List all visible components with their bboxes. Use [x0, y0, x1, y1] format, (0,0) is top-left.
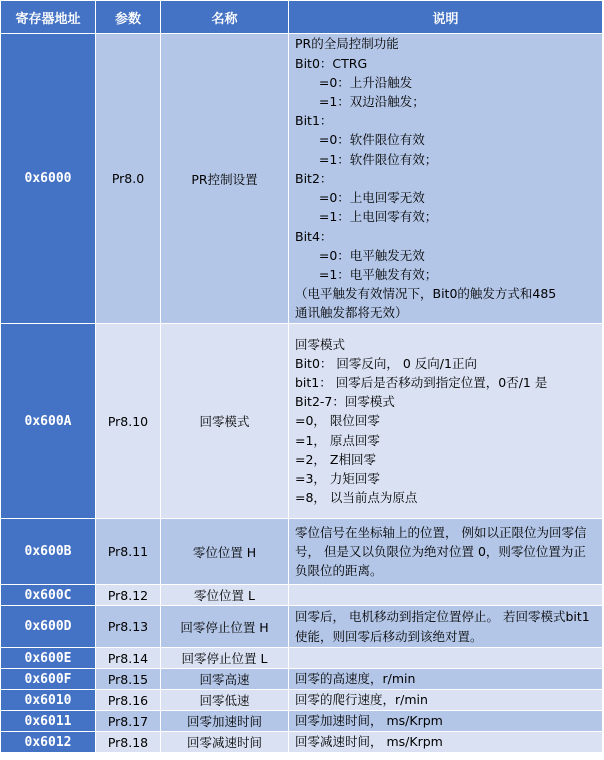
- table-row: [1, 732, 603, 753]
- desc-line: Bit2：: [295, 170, 333, 186]
- table-row: [1, 648, 603, 669]
- register-address: 0x600E: [1, 648, 96, 669]
- param-description: 回零的爬行速度，r/min: [289, 690, 603, 711]
- param-code: Pr8.18: [96, 732, 161, 753]
- desc-line: （电平触发有效情况下，Bit0的触发方式和485: [295, 286, 557, 302]
- param-name: 回零高速: [161, 669, 289, 690]
- register-address: 0x6000: [1, 34, 96, 324]
- header-address: 寄存器地址: [1, 1, 96, 34]
- register-address: 0x600D: [1, 606, 96, 648]
- param-description: [289, 34, 603, 324]
- desc-line: 回零模式: [295, 336, 346, 352]
- param-description: [289, 648, 603, 669]
- desc-line: bit1： 回零后是否移动到指定位置，0否/1 是: [295, 374, 548, 390]
- param-code: Pr8.0: [96, 34, 161, 324]
- param-code: Pr8.10: [96, 324, 161, 519]
- param-name: 回零低速: [161, 690, 289, 711]
- param-code: Pr8.17: [96, 711, 161, 732]
- table-row: [1, 324, 603, 519]
- param-code: Pr8.16: [96, 690, 161, 711]
- desc-text: 回零后， 电机移动到指定位置停止。 若回零模式bit1使能，则回零后移动到该绝对置。: [295, 609, 590, 644]
- table-row: [1, 690, 603, 711]
- table-row: [1, 519, 603, 585]
- register-address: 0x600C: [1, 585, 96, 606]
- param-description: [289, 606, 603, 648]
- register-address: 0x600A: [1, 324, 96, 519]
- register-address: 0x6012: [1, 732, 96, 753]
- param-name: 回零停止位置 L: [161, 648, 289, 669]
- table-row: [1, 711, 603, 732]
- param-name: 零位位置 L: [161, 585, 289, 606]
- desc-line: Bit2-7：回零模式: [295, 394, 395, 410]
- table-row: [1, 34, 603, 324]
- desc-line: Bit4：: [295, 228, 333, 244]
- register-address: 0x600B: [1, 519, 96, 585]
- desc-line: =0：电平触发无效: [295, 247, 425, 263]
- desc-line: =0：上升沿触发: [295, 74, 413, 90]
- desc-line: =1：软件限位有效；: [295, 151, 438, 167]
- desc-line: 通讯触发都将无效）: [295, 305, 408, 321]
- param-name: 回零模式: [161, 324, 289, 519]
- param-description: [289, 324, 603, 519]
- header-desc: 说明: [289, 1, 603, 34]
- param-code: Pr8.12: [96, 585, 161, 606]
- param-code: Pr8.11: [96, 519, 161, 585]
- header-param: 参数: [96, 1, 161, 34]
- param-code: Pr8.14: [96, 648, 161, 669]
- param-name: 零位位置 H: [161, 519, 289, 585]
- desc-line: =8， 以当前点为原点: [295, 490, 418, 506]
- param-code: Pr8.13: [96, 606, 161, 648]
- register-address: 0x600F: [1, 669, 96, 690]
- desc-text: 零位信号在坐标轴上的位置， 例如以正限位为回零信号， 但是又以负限位为绝对位置 0，则零位位置为正负限位的距离。: [295, 524, 587, 579]
- desc-line: =1：电平触发有效；: [295, 266, 438, 282]
- header-name: 名称: [161, 1, 289, 34]
- desc-line: =0：软件限位有效: [295, 132, 425, 148]
- table-row: [1, 606, 603, 648]
- desc-line: =0， 限位回零: [295, 413, 380, 429]
- register-address: 0x6010: [1, 690, 96, 711]
- desc-line: =1， 原点回零: [295, 432, 380, 448]
- desc-line: Bit0：CTRG: [295, 55, 368, 71]
- header-row: [1, 1, 603, 34]
- desc-line: =3， 力矩回零: [295, 471, 380, 486]
- param-description: 回零加速时间， ms/Krpm: [289, 711, 603, 732]
- param-name: PR控制设置: [161, 34, 289, 324]
- table-row: [1, 669, 603, 690]
- register-address: 0x6011: [1, 711, 96, 732]
- param-description: 回零的高速度，r/min: [289, 669, 603, 690]
- param-description: [289, 585, 603, 606]
- desc-line: Bit0： 回零反向， 0 反向/1正向: [295, 355, 477, 371]
- param-name: 回零停止位置 H: [161, 606, 289, 648]
- desc-line: =0：上电回零无效: [295, 190, 425, 206]
- desc-line: =2， Z相回零: [295, 451, 376, 467]
- desc-line: =1：双边沿触发；: [295, 94, 425, 110]
- table-row: [1, 585, 603, 606]
- param-description: 回零减速时间， ms/Krpm: [289, 732, 603, 753]
- desc-line: PR的全局控制功能: [295, 36, 399, 52]
- param-name: 回零减速时间: [161, 732, 289, 753]
- desc-line: Bit1：: [295, 113, 333, 129]
- param-code: Pr8.15: [96, 669, 161, 690]
- param-name: 回零加速时间: [161, 711, 289, 732]
- param-description: [289, 519, 603, 585]
- desc-line: =1：上电回零有效；: [295, 209, 438, 225]
